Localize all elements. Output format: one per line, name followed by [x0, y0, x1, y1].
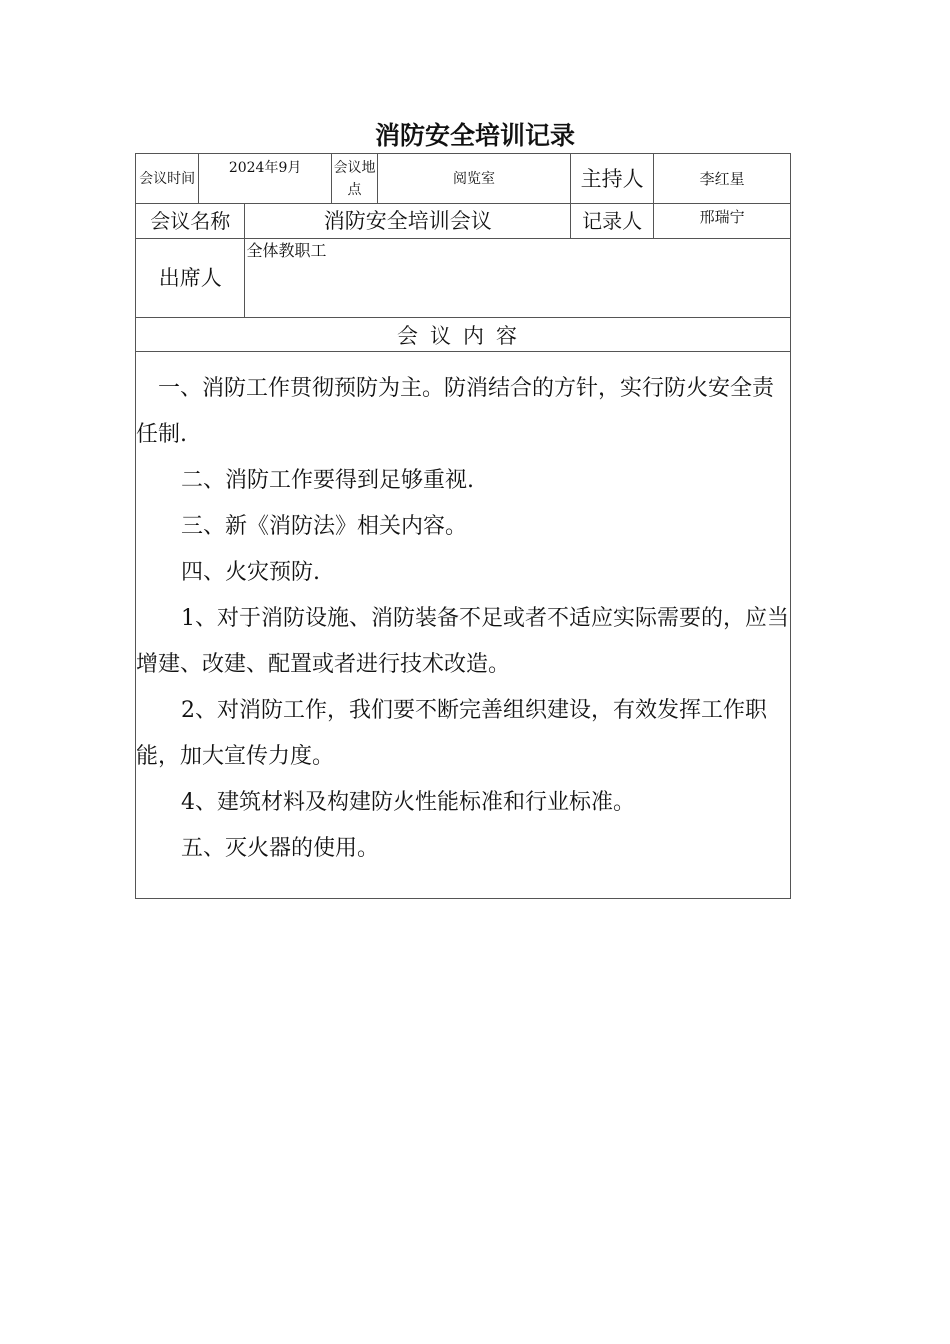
meeting-name-label: 会议名称 — [136, 204, 245, 239]
page-title: 消防安全培训记录 — [374, 121, 575, 150]
meeting-name-value: 消防安全培训会议 — [245, 204, 570, 239]
content-paragraph: 三、新《消防法》相关内容。 — [181, 514, 468, 539]
content-paragraph: 二、消防工作要得到足够重视. — [181, 468, 474, 493]
content-paragraph: 五、灭火器的使用。 — [181, 836, 380, 861]
host-value: 李红星 — [654, 154, 791, 204]
host-label: 主持人 — [570, 154, 653, 204]
content-cell — [136, 352, 791, 899]
content-paragraph: 4、建筑材料及构建防火性能标准和行业标准。 — [181, 790, 635, 815]
meeting-time-value: 2024年9月 — [199, 154, 332, 204]
meeting-place-label: 会议地点 — [331, 154, 377, 204]
content-paragraph: 1、对于消防设施、消防装备不足或者不适应实际需要的，应当增建、改建、配置或者进行技术改造。 — [136, 606, 789, 677]
meeting-place-value: 阅览室 — [378, 154, 571, 204]
meeting-time-row — [136, 154, 791, 204]
attendees-label: 出席人 — [136, 239, 245, 318]
attendees-cell — [245, 239, 791, 318]
attendees-row — [136, 239, 791, 318]
content-paragraph: 2、对消防工作，我们要不断完善组织建设，有效发挥工作职能，加大宣传力度。 — [136, 698, 767, 769]
content-row — [136, 352, 791, 899]
meeting-name-row — [136, 204, 791, 239]
content-header: 会议内容 — [136, 318, 791, 352]
content-paragraph: 一、消防工作贯彻预防为主。防消结合的方针，实行防火安全责任制. — [136, 376, 775, 447]
attendees-value: 全体教职工 — [246, 241, 327, 260]
training-record-table — [135, 153, 791, 899]
content-header-row — [136, 318, 791, 352]
recorder-value: 邢瑞宁 — [654, 204, 791, 239]
recorder-label: 记录人 — [570, 204, 653, 239]
content-paragraph: 四、火灾预防. — [181, 560, 320, 585]
meeting-time-label: 会议时间 — [136, 154, 199, 204]
